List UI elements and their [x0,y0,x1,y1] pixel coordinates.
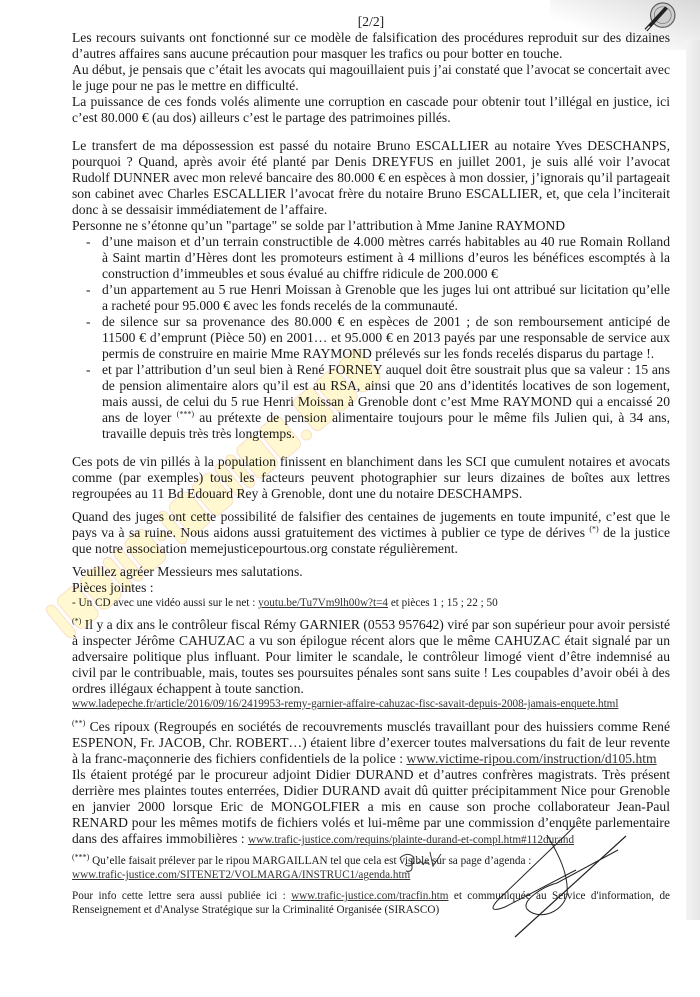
video-link[interactable]: youtu.be/Tu7Vm9lh00w?t=4 [258,597,389,609]
paragraph [72,509,670,557]
list-item-text: au prétexte de pension alimentaire toujours pour le même fils Julien qui, à 34 ans, travaille depuis très très longtemps. [102,410,670,441]
paragraph: Personne ne s’étonne qu’un "partage" se solde par l’attribution à Mme Janine RAYMOND [72,218,566,233]
footnote-text: Qu’elle faisait prélever par le ripou MARGAILLAN tel que cela est visible sur sa page d’agenda : [89,855,532,867]
attribution-list [72,234,670,442]
footnote-2-continued [72,767,670,847]
paragraph: La puissance de ces fonds volés alimente une corruption en cascade pour obtenir tout l’illégal en justice, ici c’est 80.000 € (au dos) ailleurs c’est le partage des patrimoines pillés. [72,94,670,125]
list-item: - de silence sur sa provenance des 80.000 € en espèces de 2001 ; de son remboursement anticipé de 11500 € d’emprunt (Pièce 50) en 2001… et 95.000 € en 2013 payés par une responsable de service aux permis de construire en mairie Mme RAYMOND prélevés sur les fonds recelés disparus du partage !. [72,314,670,362]
ladepeche-link[interactable]: www.ladepeche.fr/article/2016/09/16/2419953-remy-garnier-affaire-cahuzac-fisc-savait-depuis-2008-jamais-enquete.html [72,698,619,710]
attachment-text: et pièces 1 ; 15 ; 22 ; 50 [388,597,498,609]
footnote-marker: (***) [176,409,194,419]
footnote-text: Ces ripoux (Regroupés en sociétés de recouvrements musclés travaillant pour des huissiers comme René ESPENON, Fr. JACOB, Chr. ROBERT…) étaient libre d’exercer toutes malversations du fait de leur revente à la franc-maçonnerie des fichiers confidentiels de la police : [72,719,670,766]
info-text: et communiquée au Service d'information, de Renseignement et d'Analyse Stratégique sur la Criminalité Organisée (SIRASCO) [72,890,670,916]
footnote-marker: (***) [72,852,90,862]
paragraph: Ces pots de vin pillés à la population finissent en blanchiment dans les SCI que cumulent notaires et avocats comme (par exemples) tous les facteurs peuvent photographier sur leurs dizaines de boîtes aux lettres regroupées au 11 Bd Edouard Rey à Grenoble, dont une du notaire DESCHAMPS. [72,454,670,501]
agenda-link[interactable]: www.trafic-justice.com/SITENET2/VOLMARGA/INSTRUC1/agenda.htm [72,869,411,881]
attachment-line [72,596,670,610]
list-item-text: et par l’attribution d’un seul bien à René FORNEY auquel doit être soustrait plus que sa valeur : 15 ans de pension alimentaire alors qu’il est au RSA, ainsi que 20 ans d’identités locatives de son logement, mais aussi, de celui du 5 rue Henri Moissan à Grenoble dont c’est Mme RAYMOND qui a encaissé 20 ans de loyer [102,362,670,425]
closing: Veuillez agréer Messieurs mes salutations. [72,564,303,579]
plainte-durand-link[interactable]: www.trafic-justice.com/requins/plainte-durand-et-compl.htm#112durand [248,834,575,846]
footnote-3 [72,854,670,868]
list-item [72,362,670,442]
footnote-2 [72,719,670,767]
footnote-marker: (*) [72,616,82,626]
tracfin-link[interactable]: www.trafic-justice.com/tracfin.htm [291,890,449,902]
footnote-text: Ils étaient protégé par le procureur adjoint Didier DURAND et d’autres confrères magistrats. Très présent derrière mes plaintes toutes enterrées, Didier DURAND avait dû quitter précipitamment Nice pour Grenoble en janvier 2000 lorsque Eric de MONGOLFIER a mis en cause son proche collaborateur Jean-Paul RENARD pour les mêmes motifs de fichiers volés et lui-même par une commission d’enquête parlementaire dans des affaires immobilières : [72,767,670,846]
attachments-title: Pièces jointes : [72,580,154,595]
page-edge-shadow [686,40,700,920]
info-note [72,889,670,917]
footnote-1-link-line [72,697,670,712]
victime-ripou-link[interactable]: www.victime-ripou.com/instruction/d105.htm [406,751,657,766]
letter-body [72,0,670,997]
footnote-1 [72,617,670,697]
paragraph: Le transfert de ma dépossession est passé du notaire Bruno ESCALLIER au notaire Yves DESCHANPS, pourquoi ? Quand, après avoir été planté par Denis DREYFUS en juillet 2001, je suis allé voir l’avocat Rudolf DUNNER avec mon relevé bancaire des 80.000 € en espèces à mon dossier, j’ignorais qu’il partageait son cabinet avec Charles ESCALLIER l’avocat frère du notaire Bruno ESCALLIER, et, que cela l’inciterait donc à se dessaisir immédiatement de l’affaire. [72,138,670,217]
paragraph: Au début, je pensais que c’était les avocats qui magouillaient puis j’ai constaté que l’avocat se concertait avec le juge pour ne pas le mettre en difficulté. [72,62,670,93]
footnote-marker: (**) [72,718,86,728]
footnote-text: Il y a dix ans le contrôleur fiscal Rémy GARNIER (0553 957642) viré par son supérieur pour avoir persisté à inspecter Jérôme CAHUZAC a vu son épilogue récent alors que le même CAHUZAC était signalé par un adversaire politique plus influant. Pour limiter le scandale, le contrôleur limogé vient d’être indemnisé au civil par le contribuable, mais, toutes ses poursuites pénales sont sans suite ! Les coupables d’avoir obéi à des ordres illégaux échappent à toute sanction. [72,617,670,696]
attachment-text: - Un CD avec une vidéo aussi sur le net : [72,597,259,609]
paragraph-text: Quand des juges ont cette possibilité de falsifier des centaines de jugements en toute impunité, c’est que le pays va à sa ruine. Nous aidons aussi gratuitement des victimes à publier ce type de dérives [72,509,670,540]
list-item: - d’un appartement au 5 rue Henri Moissan à Grenoble que les juges lui ont attribué sur licitation qu’elle a racheté pour 95.000 € avec les fonds recelés de la communauté. [72,282,670,314]
paragraph-text: de la justice que notre association memejusticepourtous.org constate régulièrement. [72,525,670,556]
footnote-3-link-line [72,868,670,882]
paragraph: Les recours suivants ont fonctionné sur ce modèle de falsification des procédures reproduit sur des dizaines d’autres affaires sans aucune précaution pour masquer les trafics ou pour botter en touche. [72,30,670,61]
info-text: Pour info cette lettre sera aussi publiée ici : [72,890,292,902]
footnote-marker: (*) [589,524,599,534]
page-number: [2/2] [357,14,385,29]
list-item: - d’une maison et d’un terrain constructible de 4.000 mètres carrés habitables au 40 rue Romain Rolland à Saint martin d’Hères dont les promoteurs estiment à 4 millions d’euros les bénéfices escomptés à la construction d’immeubles et sous évalué au chiffre ridicule de 200.000 € [72,234,670,282]
